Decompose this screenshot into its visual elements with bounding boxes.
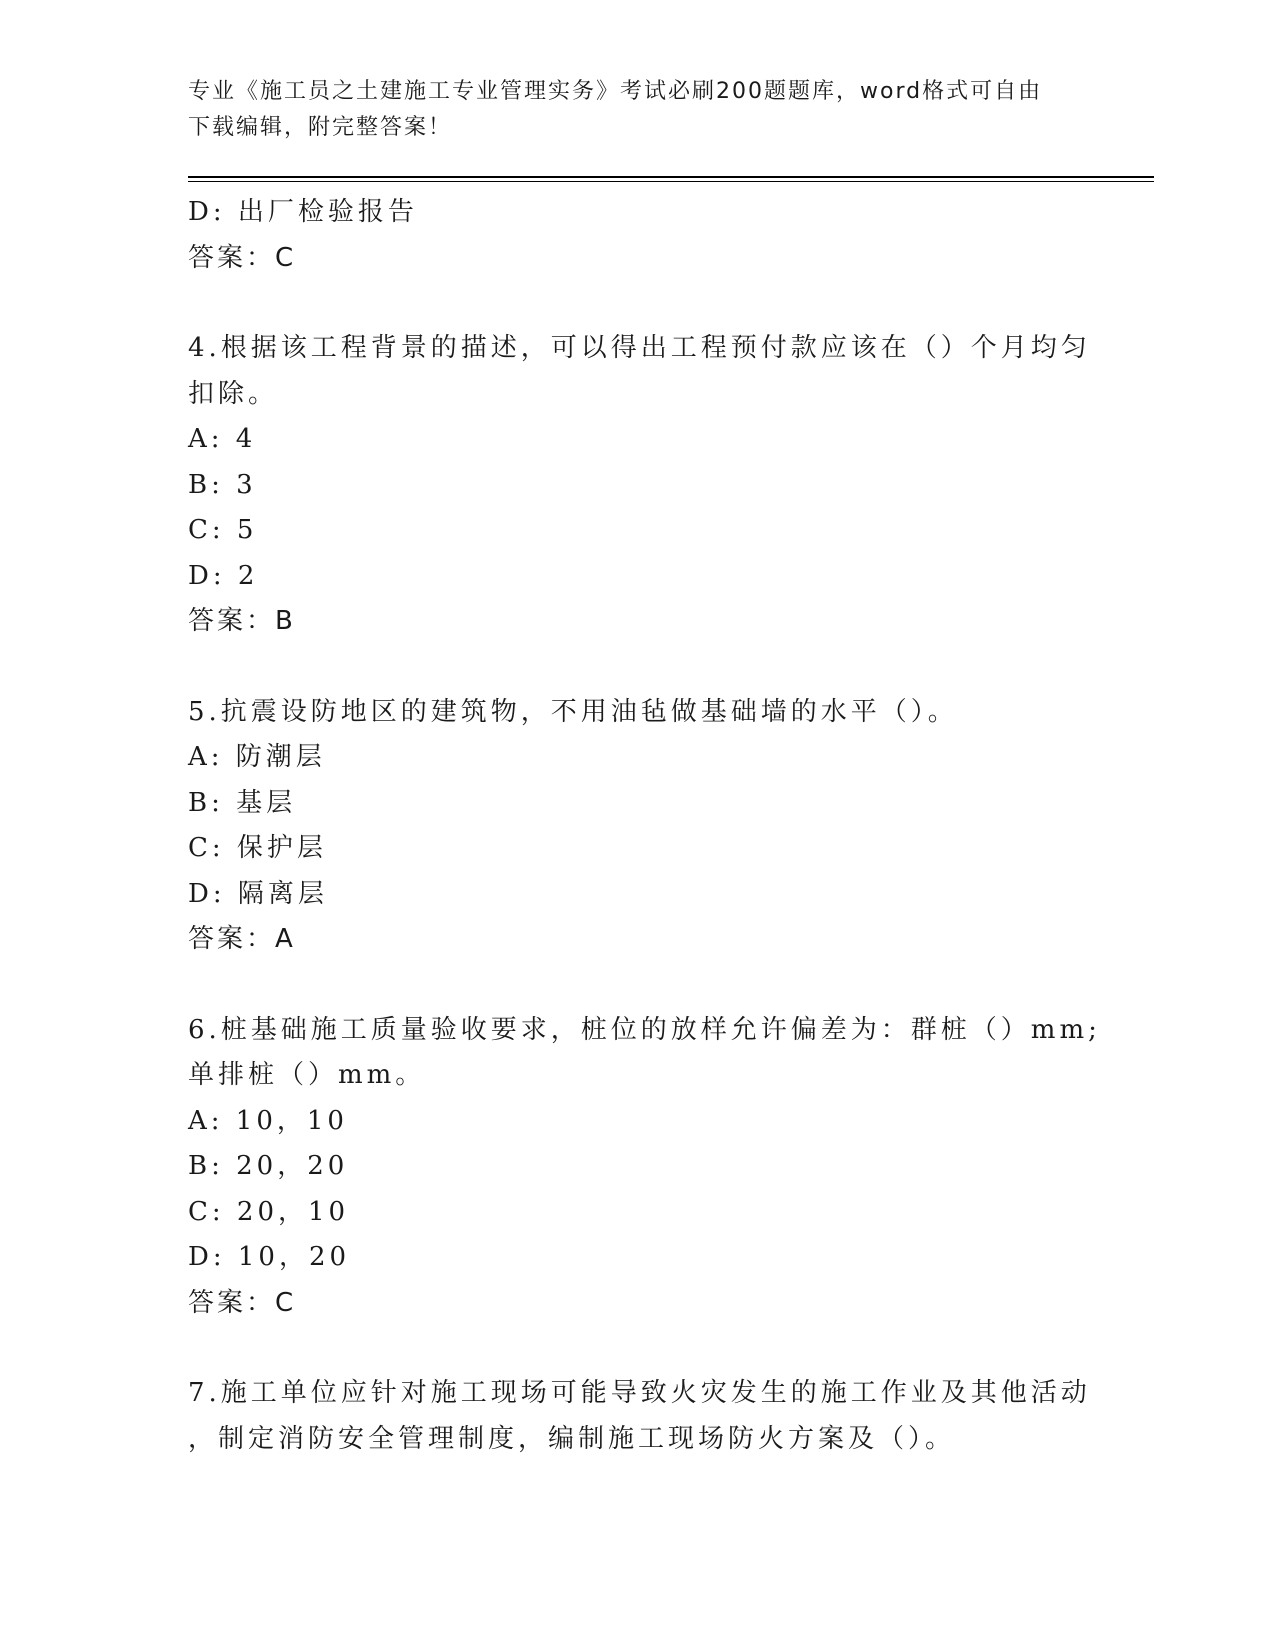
question-6-option-c: C: 20，10 [188,1196,350,1227]
question-5-option-a: A: 防潮层 [188,742,326,772]
question-4-option-a: A: 4 [188,424,257,454]
question-5-option-d: D: 隔离层 [188,878,328,909]
question-6-answer: 答案：C [188,1287,297,1318]
question-4-option-b: B: 3 [188,469,257,500]
spacer [188,963,1088,1008]
question-6-stem: 6.桩基础施工质量验收要求，桩位的放样允许偏差为：群桩（）mm; [188,1014,1101,1045]
question-7-stem: 7.施工单位应针对施工现场可能导致火灾发生的施工作业及其他活动 [188,1378,1091,1408]
header-divider-thin [188,181,1154,182]
spacer [188,645,1088,690]
question-6-option-a: A: 10，10 [188,1105,348,1136]
question-4-stem: 4.根据该工程背景的描述，可以得出工程预付款应该在（）个月均匀 [188,333,1091,363]
answer: 答案：C [188,242,297,273]
question-6-option-d: D: 10，20 [188,1242,351,1272]
question-5-option-b: B: 基层 [188,787,297,818]
spacer [188,281,1088,326]
header-line-1: 专业《施工员之土建施工专业管理实务》考试必刷200题题库，word格式可自由 [188,79,1043,104]
question-5-option-c: C: 保护层 [188,833,327,863]
question-4-stem-cont: 扣除。 [188,378,279,409]
question-6-stem-cont: 单排桩（）mm。 [188,1060,426,1090]
question-5-answer: 答案：A [188,924,296,954]
spacer [188,1326,1088,1371]
option-d: D: 出厂检验报告 [188,197,418,227]
question-4-option-d: D: 2 [188,560,259,591]
document-body [188,190,1101,1462]
header-line-2: 下载编辑，附完整答案！ [188,115,453,140]
question-4-answer: 答案：B [188,606,296,636]
question-7-stem-cont: ，制定消防安全管理制度，编制施工现场防火方案及（）。 [188,1423,956,1454]
header-divider-thick [188,176,1154,178]
question-4-option-c: C: 5 [188,515,258,545]
question-6-option-b: B: 20，20 [188,1151,349,1181]
question-5-stem: 5.抗震设防地区的建筑物，不用油毡做基础墙的水平（）。 [188,696,958,727]
document-header [188,74,1068,146]
